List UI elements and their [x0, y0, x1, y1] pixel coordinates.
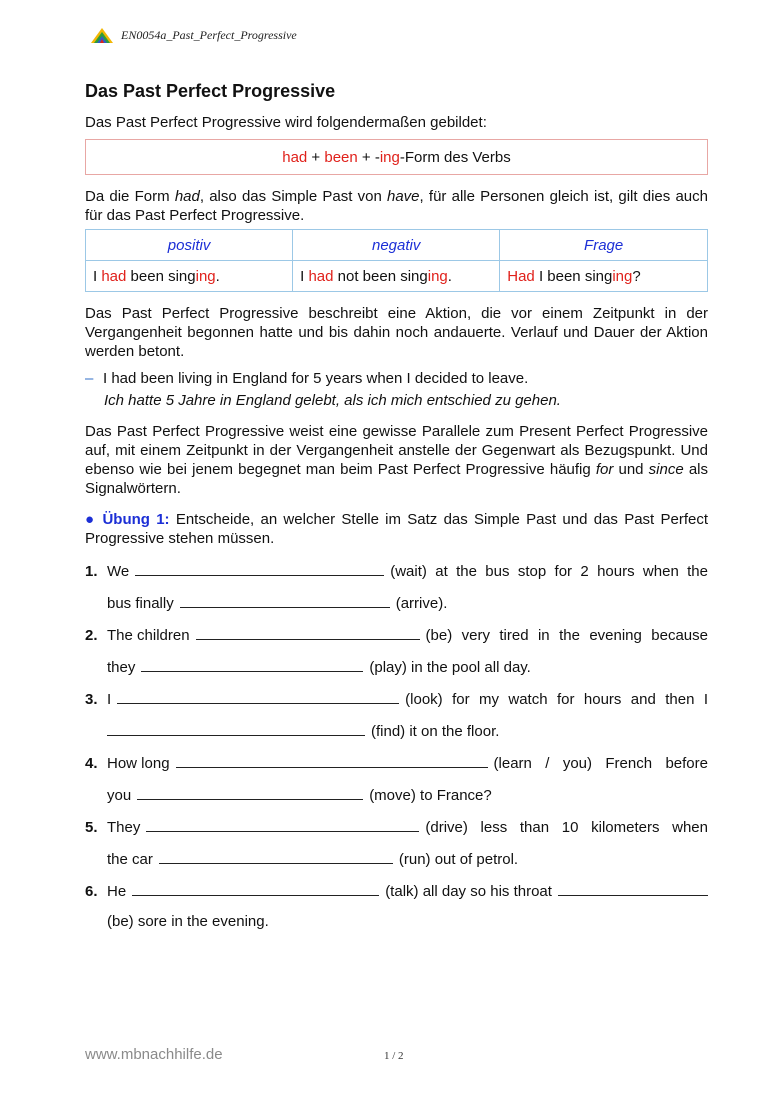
exercise-item-1-cont — [85, 591, 708, 623]
item-text: (wait) at the bus stop for 2 hours when the — [390, 563, 708, 580]
cell-text-red: had — [308, 267, 334, 285]
text-part: , also das Simple Past von — [199, 188, 387, 205]
item-text: He — [107, 883, 127, 900]
exercise-heading — [85, 510, 708, 548]
header-negativ: negativ — [293, 230, 500, 261]
item-text: How long — [107, 755, 170, 772]
exercise-instruction: Entscheide, an welcher Stelle im Satz das Simple Past und das Past Perfect Progressive stehen müssen. — [85, 511, 708, 547]
exercise-item-3 — [85, 687, 708, 719]
form-explanation — [85, 187, 708, 225]
document-id: EN0054a_Past_Perfect_Progressive — [121, 27, 297, 42]
item-number: 2. — [85, 627, 98, 644]
cell-frage — [500, 261, 708, 292]
item-text: bus finally — [107, 595, 174, 612]
exercise-item-2 — [85, 623, 708, 655]
item-text: (be) very tired in the evening because — [425, 627, 708, 644]
item-number: 1. — [85, 563, 98, 580]
formula-box — [85, 139, 708, 175]
exercise-item-6-cont — [85, 911, 708, 943]
cell-text: . — [447, 267, 452, 285]
item-number: 6. — [85, 883, 98, 900]
forms-table — [85, 229, 708, 292]
cell-text: ? — [632, 267, 641, 285]
cell-text: I — [93, 267, 102, 285]
example-english: I had been living in England for 5 years when I decided to leave. — [103, 370, 529, 387]
formula-rest: -Form des Verbs — [399, 148, 511, 166]
cell-text: been sing — [126, 267, 196, 285]
item-text: (look) for my watch for hours and then I — [405, 691, 708, 708]
exercise-item-4 — [85, 751, 708, 783]
text-part: als Signalwörtern. — [85, 461, 709, 497]
item-text: you — [107, 787, 132, 804]
formula-plus-1: + — [307, 148, 325, 166]
blank-input[interactable] — [176, 751, 488, 768]
exercise-label: Übung 1: — [102, 511, 170, 528]
formula-been: been — [324, 148, 358, 166]
exercise-item-3-cont — [85, 719, 708, 751]
exercise-item-2-cont — [85, 655, 708, 687]
text-part: Das Past Perfect Progressive weist eine gewisse Parallele zum Present Perfect Progressive auf, mit einem Zeitpunkt in der Vergangenheit anstelle der Gegenwart als Bezugspunkt. Und ebenso wie bei jenem begegnet man beim Past Perfect Progressive häufig — [85, 423, 708, 478]
footer-url: www.mbnachhilfe.de — [85, 1046, 223, 1063]
blank-input[interactable] — [141, 655, 363, 672]
blank-input[interactable] — [135, 559, 384, 576]
item-text: (move) to France? — [369, 787, 492, 804]
item-text: (find) it on the floor. — [371, 723, 500, 740]
text-em-for: for — [595, 461, 614, 478]
blank-input[interactable] — [558, 879, 708, 896]
example-sentence — [85, 369, 708, 388]
formula-plus-2: + - — [357, 148, 380, 166]
blank-input[interactable] — [159, 847, 393, 864]
document-body — [85, 80, 708, 943]
blank-input[interactable] — [180, 591, 390, 608]
item-text: (drive) less than 10 kilometers when — [425, 819, 708, 836]
item-number: 5. — [85, 819, 98, 836]
exercise-item-4-cont — [85, 783, 708, 815]
exercise-list — [85, 559, 708, 943]
header-frage: Frage — [500, 230, 708, 261]
table-row — [86, 261, 708, 292]
text-part: , für alle Personen gleich ist, gilt dies auch für das Past Perfect Progressive. — [85, 188, 708, 224]
cell-negativ — [293, 261, 500, 292]
item-number: 4. — [85, 755, 98, 772]
item-text: We — [107, 563, 130, 580]
bullet-icon: ● — [85, 511, 97, 528]
text-em-have: have — [387, 188, 420, 205]
parallel-explanation — [85, 422, 708, 498]
intro-text: Das Past Perfect Progressive wird folgendermaßen gebildet: — [85, 114, 487, 131]
item-text: (learn / you) French before — [493, 755, 708, 772]
blank-input[interactable] — [132, 879, 379, 896]
cell-text-red: Had — [507, 267, 535, 285]
item-text: (arrive). — [395, 595, 448, 612]
usage-explanation: Das Past Perfect Progressive beschreibt eine Aktion, die vor einem Zeitpunkt in der Vergangenheit begonnen hatte und bis dahin noch andauerte. Verlauf und Dauer der Aktion werden betont. — [85, 305, 708, 360]
item-text: (be) sore in the evening. — [107, 913, 269, 930]
mb-logo-icon — [91, 27, 113, 43]
item-text: the car — [107, 851, 153, 868]
header-positiv: positiv — [86, 230, 293, 261]
cell-text: I been sing — [534, 267, 613, 285]
item-text: They — [107, 819, 141, 836]
cell-text-red: ing — [612, 267, 633, 285]
exercise-item-5 — [85, 815, 708, 847]
cell-text: not been sing — [333, 267, 428, 285]
blank-input[interactable] — [117, 687, 399, 704]
cell-text: . — [215, 267, 220, 285]
exercise-item-5-cont — [85, 847, 708, 879]
cell-text-red: had — [101, 267, 127, 285]
item-text: (talk) all day so his throat — [385, 883, 552, 900]
blank-input[interactable] — [137, 783, 363, 800]
blank-input[interactable] — [107, 719, 365, 736]
item-text: (play) in the pool all day. — [369, 659, 531, 676]
exercise-item-6 — [85, 879, 708, 911]
blank-input[interactable] — [196, 623, 420, 640]
page-header — [91, 25, 297, 45]
text-em-had: had — [174, 188, 200, 205]
item-number: 3. — [85, 691, 98, 708]
formula-had: had — [282, 148, 308, 166]
item-text: The children — [107, 627, 190, 644]
item-text: I — [107, 691, 112, 708]
table-header-row — [86, 230, 708, 261]
page-number: 1 / 2 — [384, 1050, 404, 1062]
cell-text-red: ing — [195, 267, 216, 285]
item-text: they — [107, 659, 136, 676]
text-part: und — [613, 461, 649, 478]
blank-input[interactable] — [146, 815, 419, 832]
item-text: (run) out of petrol. — [398, 851, 519, 868]
cell-positiv — [86, 261, 293, 292]
text-part: Da die Form — [85, 188, 175, 205]
dash-bullet: – — [85, 370, 94, 387]
formula-ing: ing — [379, 148, 400, 166]
text-em-since: since — [648, 461, 684, 478]
example-translation: Ich hatte 5 Jahre in England gelebt, als ich mich entschied zu gehen. — [104, 392, 561, 409]
page-title: Das Past Perfect Progressive — [85, 81, 336, 101]
cell-text: I — [300, 267, 309, 285]
exercise-item-1 — [85, 559, 708, 591]
cell-text-red: ing — [427, 267, 448, 285]
